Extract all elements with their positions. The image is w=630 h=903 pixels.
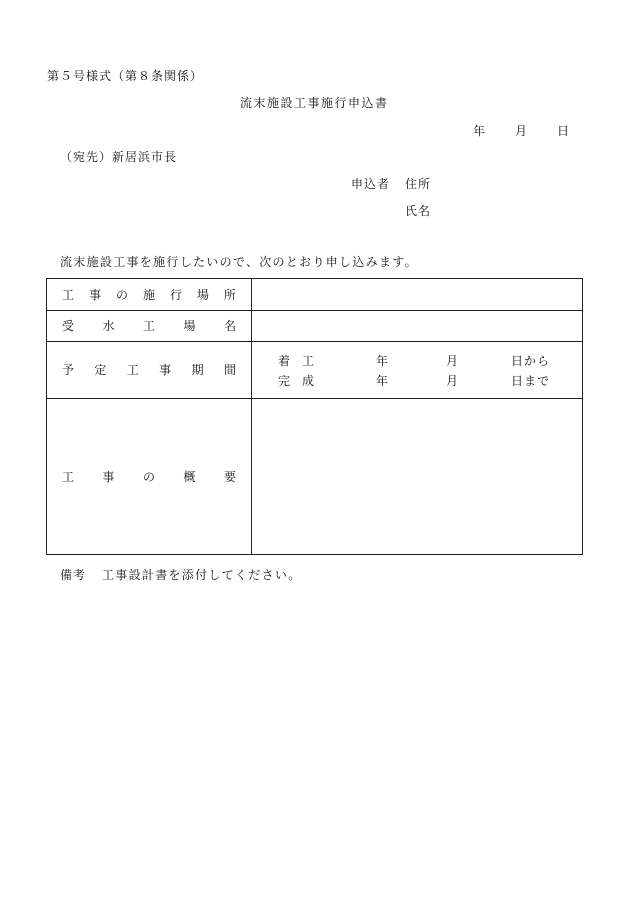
label-char: 事 — [88, 287, 101, 302]
period-end-day: 日まで — [511, 374, 551, 388]
label-char: 事 — [159, 363, 172, 377]
label-char: 場 — [183, 319, 196, 333]
row-label-scheduled-period — [47, 342, 252, 398]
period-end-kind: 完成 — [278, 374, 327, 388]
table-row-scheduled-period — [47, 342, 582, 399]
date-line — [0, 125, 630, 139]
table-row-work-location — [47, 279, 582, 311]
remarks-text: 工事設計書を添付してください。 — [102, 568, 302, 582]
period-end-line — [252, 375, 582, 389]
date-day-label: 日 — [557, 124, 570, 138]
row-label-receiving-facility — [47, 311, 252, 341]
label-char: 間 — [223, 363, 236, 377]
period-start-year: 年 — [376, 354, 389, 368]
label-char: 工 — [126, 363, 139, 377]
form-number: 第５号様式（第８条関係） — [47, 69, 204, 83]
label-char: 施 — [142, 287, 155, 302]
period-start-day: 日から — [511, 354, 551, 368]
label-char: の — [142, 469, 155, 484]
label-char: 所 — [223, 287, 236, 302]
period-start-line — [252, 355, 582, 369]
row-label-work-summary — [47, 399, 252, 554]
label-char: の — [115, 287, 128, 302]
label-char: 予 — [62, 363, 75, 377]
table-row-receiving-facility — [47, 311, 582, 342]
addressee: （宛先）新居浜市長 — [60, 150, 178, 164]
label-char: 工 — [142, 319, 155, 333]
label-char: 工 — [62, 469, 75, 484]
remarks-label: 備考 — [60, 568, 87, 582]
label-char: 定 — [94, 363, 107, 377]
date-year-label: 年 — [473, 124, 486, 138]
applicant-label: 申込者 — [351, 177, 391, 191]
application-table — [46, 278, 583, 555]
intro-text: 流末施設工事を施行したいので、次のとおり申し込みます。 — [60, 255, 418, 269]
label-char: 期 — [191, 363, 204, 377]
label-char: 行 — [169, 287, 182, 302]
document-title: 流末施設工事施行申込書 — [240, 96, 389, 110]
date-month-label: 月 — [515, 124, 528, 138]
label-char: 要 — [223, 469, 236, 484]
table-row-work-summary — [47, 399, 582, 554]
label-char: 事 — [102, 469, 115, 484]
period-start-month: 月 — [446, 354, 459, 368]
period-end-year: 年 — [376, 374, 389, 388]
name-label: 氏名 — [405, 204, 432, 218]
address-label: 住所 — [405, 177, 432, 191]
label-char: 概 — [183, 469, 196, 484]
label-char: 名 — [223, 319, 236, 333]
row-label-work-location — [47, 279, 252, 310]
label-char: 受 — [62, 319, 75, 333]
label-char: 工 — [62, 287, 75, 302]
label-char: 水 — [102, 319, 115, 333]
label-char: 場 — [196, 287, 209, 302]
period-end-month: 月 — [446, 374, 459, 388]
period-start-kind: 着工 — [278, 354, 327, 368]
